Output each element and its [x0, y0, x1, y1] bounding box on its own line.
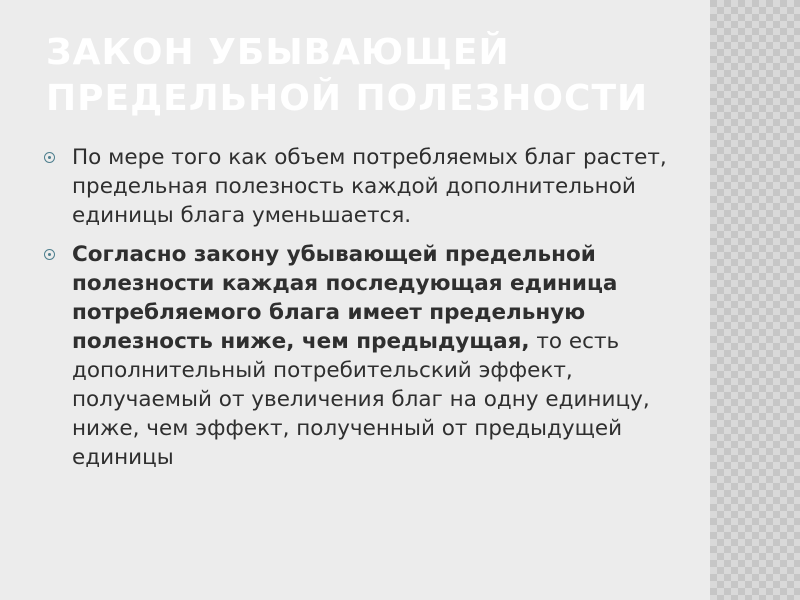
bullet-item-1 [44, 143, 684, 230]
bullet-text: то есть дополнительный потребительский эффект, получаемый от увеличения благ на одну единицу, ниже, чем эффект, полученный от предыдущей единицы [72, 329, 650, 470]
decorative-side-pattern [710, 0, 800, 600]
circle-bullet-icon [44, 249, 55, 260]
bullet-item-2 [44, 240, 684, 472]
bullet-bold-text: Согласно закону убывающей предельной полезности каждая последующая единица потребляемого блага имеет предельную полезность ниже, чем предыдущая, [72, 242, 618, 354]
bullet-text: По мере того как объем потребляемых благ растет, предельная полезность каждой дополнительной единицы блага уменьшается. [72, 145, 667, 228]
slide-title: ЗАКОН УБЫВАЮЩЕЙ ПРЕДЕЛЬНОЙ ПОЛЕЗНОСТИ [46, 32, 649, 119]
bullet-list [44, 143, 684, 472]
circle-bullet-icon [44, 152, 55, 163]
